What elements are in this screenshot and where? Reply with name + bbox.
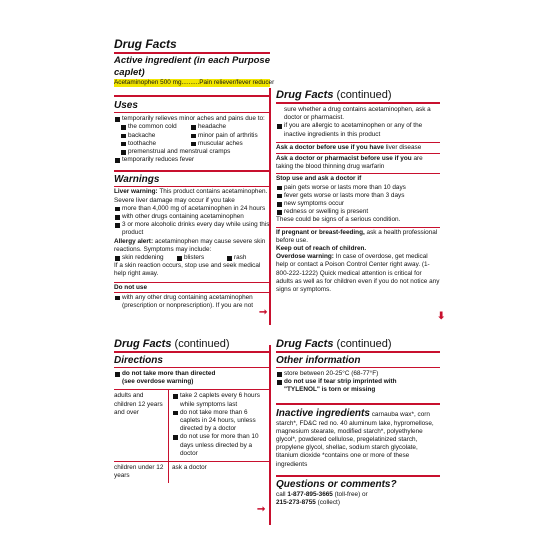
ask-doctor-line [276, 144, 440, 152]
active-ingredient-line: Acetaminophen 500 mg..........Pain reliever/fever reducer [114, 79, 275, 86]
divider [276, 153, 440, 154]
directions-item: do not take more than directed [114, 370, 270, 378]
allergy-alert-text: acetaminophen may cause severe skin reactions. Symptoms may include: [114, 237, 266, 253]
allergy-after: If a skin reaction occurs, stop use and seek medical help right away. [114, 262, 261, 278]
phone-number: 1-877-895-3665 [287, 490, 333, 498]
stop-use-item: fever gets worse or lasts more than 3 days [276, 192, 440, 200]
phone-line [276, 499, 440, 507]
allergy-symptom: skin reddening [114, 254, 176, 262]
panel-title [276, 338, 440, 351]
divider [114, 292, 270, 293]
divider [114, 282, 270, 283]
phone-number: 215-273-8755 [276, 499, 316, 507]
symptom-item: toothache [120, 140, 190, 148]
divider [276, 403, 440, 405]
dosage-item: do not use for more than 10 days unless directed by a doctor [172, 433, 268, 458]
directions-item-sub: (see overdose warning) [122, 378, 194, 386]
liver-item: more than 4,000 mg of acetaminophen in 24 hours [114, 205, 270, 213]
divider [276, 475, 440, 477]
divider [114, 186, 270, 187]
pregnancy-text: ask a health professional before use. [276, 228, 438, 244]
allergy-alert-label: Allergy alert: [114, 237, 154, 245]
overdose-text: In case of overdose, get medical help or contact a Poison Control Center right away. (1-800-222-1222) Quick medical attention is critical for adults as well as for children even if you do not notice any signs or symptoms. [276, 253, 440, 294]
drug-facts-panel-1 [114, 37, 275, 310]
ask-pharmacist-label: Ask a doctor or pharmacist before use if you [276, 155, 412, 163]
active-ingredient-heading: Active ingredient (in each caplet) [114, 55, 230, 78]
divider [114, 170, 270, 172]
inactive-ingredients-text: carnauba wax*, corn starch*, FD&C red no. 40 aluminum lake, hypromellose, magnesium stearate, modified starch*, polyethylene glycol*, powdered cellulose, pregelatinized starch, propylene glycol, shellac, sodium starch glycolate, titanium dioxide *contains one or more of these ingredients [276, 410, 434, 468]
divider [114, 112, 270, 113]
drug-facts-panel-4 [276, 338, 440, 507]
other-info-item-cont: "TYLENOL" is torn or missing [284, 386, 376, 394]
divider [276, 142, 440, 143]
ask-doctor-text: liver disease [383, 143, 422, 151]
pregnancy-warning [276, 229, 440, 245]
divider [114, 367, 270, 368]
drug-facts-panel-3 [114, 338, 270, 483]
table-row [114, 462, 270, 484]
ask-pharmacist-line [276, 155, 440, 171]
panel-title-text: Drug Facts [276, 338, 334, 350]
liver-item: with other drugs containing acetaminophen [114, 213, 270, 221]
phone-line [276, 491, 440, 499]
inactive-ingredients [276, 408, 440, 469]
dosage-instructions [169, 390, 271, 462]
uses-fever: temporarily reduces fever [114, 156, 270, 164]
ask-doctor-label: Ask a doctor before use if you have [276, 143, 384, 151]
stop-use-item: redness or swelling is present [276, 208, 440, 216]
uses-intro: temporarily relieves minor aches and pains due to: [114, 115, 270, 123]
keep-out-of-reach: Keep out of reach of children. [276, 245, 367, 253]
allergy-symptom: blisters [176, 254, 226, 262]
table-row [114, 390, 270, 462]
warnings-heading: Warnings [114, 174, 160, 186]
allergic-item: if you are allergic to acetaminophen or any of the inactive ingredients in this product [276, 122, 440, 138]
divider [276, 351, 440, 353]
allergy-symptom: rash [226, 254, 246, 262]
symptom-item: the common cold [120, 123, 190, 131]
continued-label: (continued) [333, 338, 392, 350]
dosage-item: do not take more than 6 caplets in 24 hours, unless directed by a doctor [172, 409, 268, 434]
stop-use-item: pain gets worse or lasts more than 10 days [276, 184, 440, 192]
allergy-alert [114, 238, 270, 254]
divider [276, 227, 440, 228]
symptom-item: premenstrual and menstrual cramps [120, 148, 270, 156]
overdose-label: Overdose warning: [276, 253, 334, 261]
divider [114, 95, 270, 97]
questions-heading: Questions or comments? [276, 478, 397, 490]
divider [276, 102, 440, 104]
do-not-use-heading: Do not use [114, 283, 148, 291]
other-info-item: do not use if tear strip imprinted with [276, 378, 440, 386]
symptom-item: headache [190, 123, 226, 131]
pregnancy-label: If pregnant or breast-feeding, [276, 228, 365, 236]
liver-warning-text: This product contains acetaminophen. Severe liver damage may occur if you take [114, 188, 268, 204]
panel-title-text: Drug Facts [276, 89, 334, 101]
directions-heading: Directions [114, 355, 163, 366]
overdose-warning [276, 253, 440, 294]
dosage-table [114, 389, 270, 483]
panel-title: Drug Facts [114, 37, 177, 51]
symptom-row [120, 132, 270, 140]
stop-use-after: These could be signs of a serious condition. [276, 216, 401, 224]
other-information-heading: Other information [276, 355, 361, 366]
uses-heading: Uses [114, 100, 138, 112]
other-info-item: store between 20-25°C (68-77°F) [276, 370, 440, 378]
divider [276, 367, 440, 368]
dosage-group-label: children under 12 years [114, 462, 169, 484]
divider [114, 52, 270, 54]
symptom-item: muscular aches [190, 140, 243, 148]
phone-note: (toll-free) or [332, 490, 368, 498]
continued-label: (continued) [333, 89, 392, 101]
active-ingredient-header [114, 55, 270, 79]
stop-use-heading: Stop use and ask a doctor if [276, 175, 362, 183]
dosage-group-label: adults and children 12 years and over [114, 390, 169, 462]
panel-title-text: Drug Facts [114, 338, 172, 350]
liver-item: 3 or more alcoholic drinks every day while using this product [114, 221, 270, 237]
symptom-item: minor pain of arthritis [190, 132, 258, 140]
stop-use-item: new symptoms occur [276, 200, 440, 208]
continued-text: sure whether a drug contains acetaminophen, ask a doctor or pharmacist. [284, 106, 431, 122]
do-not-use-item: with any other drug containing acetaminophen (prescription or nonprescription). If you are not [114, 294, 270, 310]
purpose-heading: Purpose [231, 55, 270, 66]
uses-symptoms [114, 123, 270, 156]
dosage-item: take 2 caplets every 6 hours while symptoms last [172, 392, 268, 408]
phone-note: (collect) [315, 499, 340, 507]
dosage-instructions: ask a doctor [169, 462, 271, 484]
divider [114, 351, 270, 353]
inactive-ingredients-heading: Inactive ingredients [276, 407, 370, 419]
symptom-row [120, 140, 270, 148]
liver-warning-label: Liver warning: [114, 188, 158, 196]
liver-warning [114, 188, 270, 204]
symptom-row [120, 123, 270, 131]
symptom-item: backache [120, 132, 190, 140]
panel-title [114, 338, 270, 351]
drug-facts-panel-2 [276, 89, 440, 294]
panel-title [276, 89, 440, 102]
call-label: call [276, 490, 288, 498]
ask-pharmacist-text: are taking the blood thinning drug warfarin [276, 155, 423, 171]
continue-arrow-icon: ➞ [257, 504, 266, 515]
divider [276, 173, 440, 174]
continued-label: (continued) [171, 338, 230, 350]
panel-separator [269, 88, 271, 325]
continue-arrow-icon: ➞ [259, 307, 268, 318]
continue-arrow-icon: ⬇ [437, 311, 446, 322]
allergy-symptoms [114, 254, 270, 262]
